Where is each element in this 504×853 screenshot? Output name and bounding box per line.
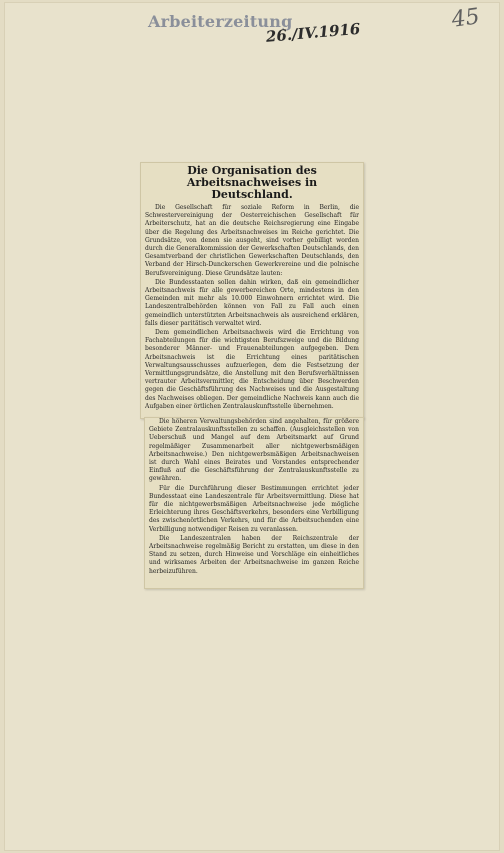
archive-sheet [4,2,500,851]
handwritten-date: 26./IV.1916 [265,19,361,46]
article-paragraph: Dem gemeindlichen Arbeitsnachweis wird die Errichtung von Fachabteilungen für die wichtigsten Berufszweige und die Bildung besonderer Männer- und Frauenabteilungen aufgegeben. Dem Arbeitsnachweis ist die Errichtung eines paritätischen Verwaltungsausschusses aufzuerlegen, dem die Festsetzung der Vermittlungsgrundsätze, die Anstellung mit den Berufsverhältnissen vertrauter Arbeitsvermittler, die Entscheidung über Beschwerden gegen die Geschäftsführung des Nachweises und die Ausgestaltung des Nachweises obliegen. Der gemeindliche Nachweis kann auch die Aufgaben einer örtlichen Zentralauskunftsstelle übernehmen. [145,329,359,410]
article-title: Die Organisation des Arbeitsnachweises in Deutschland. [186,164,318,201]
article-paragraph: Die Gesellschaft für soziale Reform in Berlin, die Schwestervereinigung der Oesterreichischen Gesellschaft für Arbeiterschutz, hat an die deutsche Reichsregierung eine Eingabe über die Regelung des Arbeitsnachweises im Reiche gerichtet. Die Grundsätze, von denen sie ausgeht, sind vorher gebilligt worden durch die Generalkommission der Gewerkschaften Deutschlands, den Gesamtverband der christlichen Gewerkschaften Deutschlands, den Verband der Hirsch-Dunckerschen Gewerkvereine und die polnische Berufsvereinigung. Diese Grundsätze lauten: [145,204,359,277]
article-paragraph: Für die Durchführung dieser Bestimmungen errichtet jeder Bundesstaat eine Landeszentrale für Arbeitsvermittlung. Diese hat für die nichtgewerbsmäßigen Arbeitsnachweise jede mögliche Erleichterung ihres Geschäftsverkehrs, besonders eine Verbilligung des zwischenörtlichen Verkehrs, und für die Arbeitsuchenden eine Verbilligung notwendiger Reisen zu veranlassen. [149,484,359,533]
article-paragraph: Die höheren Verwaltungsbehörden sind angehalten, für größere Gebiete Zentralauskunftsstellen zu schaffen. (Ausgleichsstellen von Ueberschuß und Mangel auf dem Arbeitsmarkt auf Grund regelmäßiger Zusammenarbeit aller nichtgewerbsmäßigen Arbeitsnachweise.) Den nichtgewerbsmäßigen Arbeitsnachweisen ist durch Wahl eines Beirates und Vorstandes entsprechender Einfluß auf die Geschäftsführung der Zentralauskunftsstelle zu gewähren. [149,418,359,483]
source-stamp: Arbeiterzeitung [148,12,293,31]
clipping-lower [144,417,364,589]
article-paragraph: Die Bundesstaaten sollen dahin wirken, daß ein gemeindlicher Arbeitsnachweis für alle gewerbereichen Orte, mindestens in den Gemeinden mit mehr als 10.000 Einwohnern errichtet wird. Die Landeszentralbehörden können von Fall zu Fall auch einen gemeindlich unterstützten Arbeitsnachweis als ausreichend erklären, falls dieser paritätisch verwaltet wird. [145,278,359,327]
article-paragraph: Die Landeszentralen haben der Reichszentrale der Arbeitsnachweise regelmäßig Bericht zu erstatten, um diese in den Stand zu setzen, durch Hinweise und Vorschläge ein einheitliches und wirksames Arbeiten der Arbeitsnachweise im ganzen Reiche herbeizuführen. [149,534,359,575]
clipping-upper [140,162,364,419]
page-number: 45 [450,4,482,33]
